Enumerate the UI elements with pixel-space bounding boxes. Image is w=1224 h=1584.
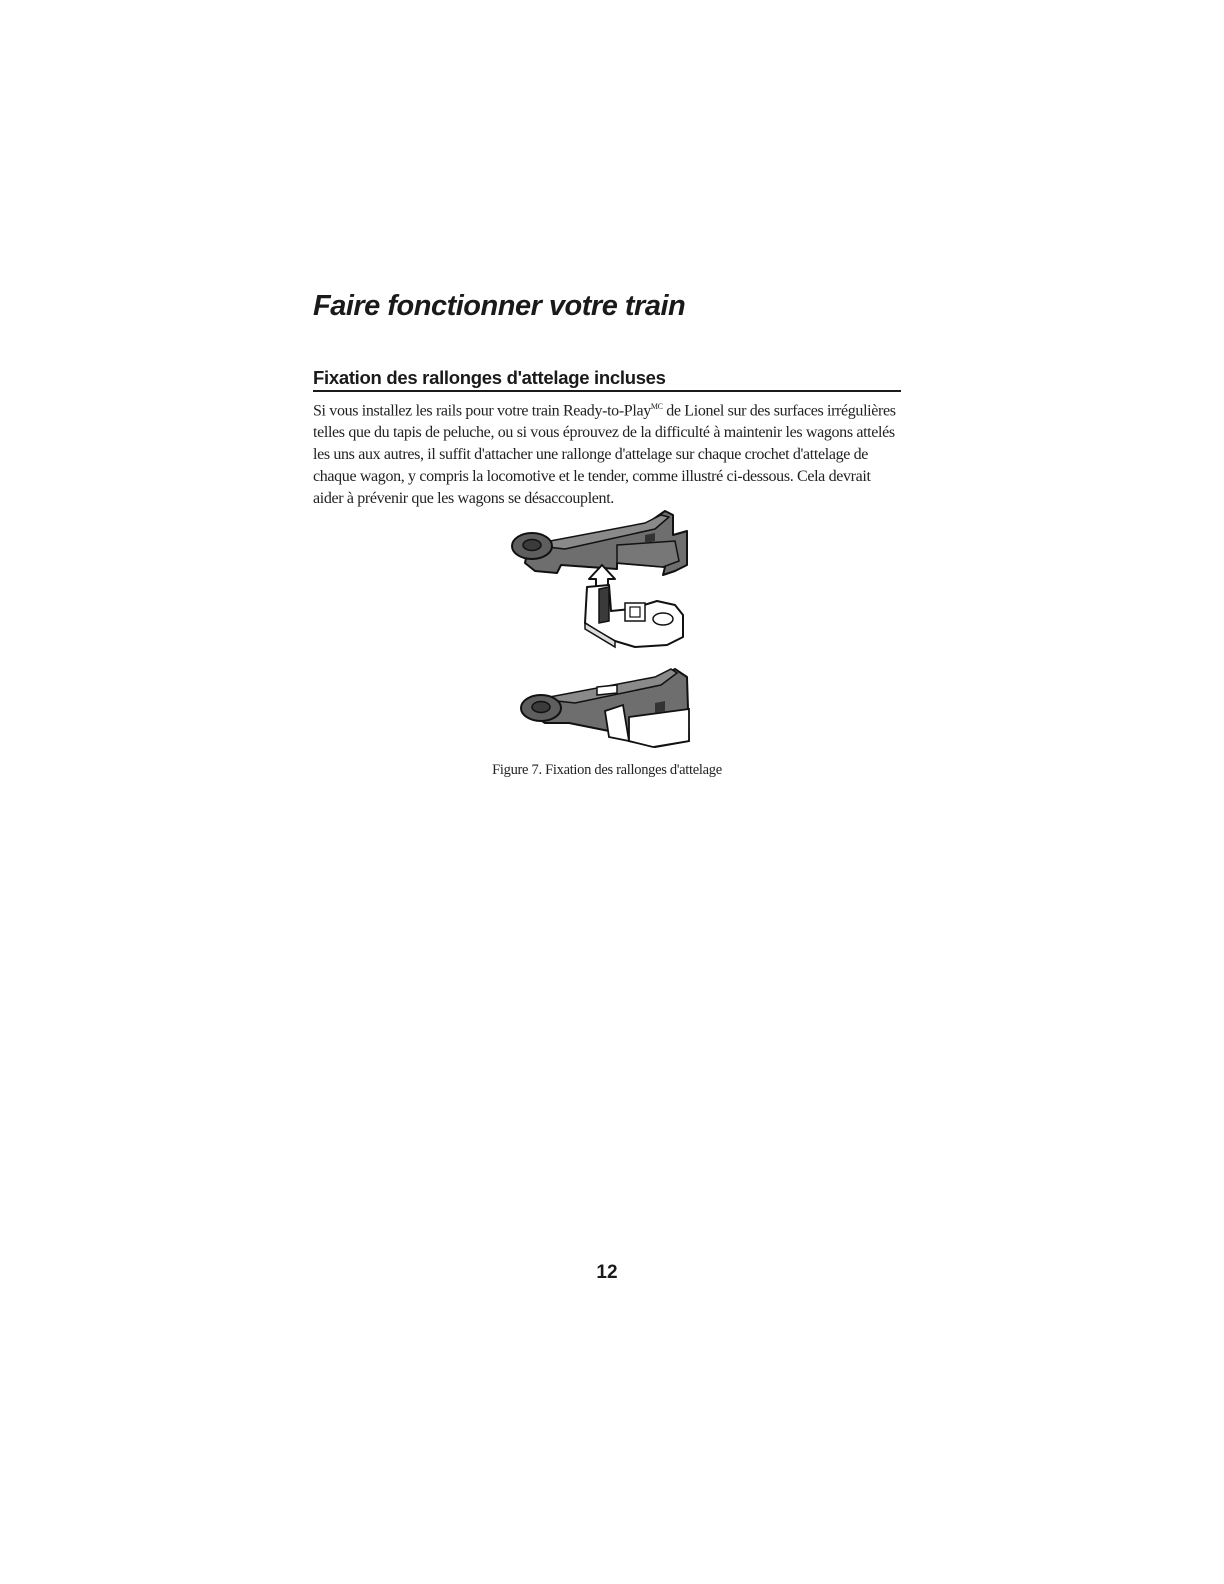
section-heading: Fixation des rallonges d'attelage incluses (313, 367, 901, 392)
body-paragraph (313, 396, 903, 510)
coupler-extension-piece (585, 585, 683, 647)
coupler-assembled (521, 669, 689, 747)
body-text-part2: de Lionel sur des surfaces irrégulières telles que du tapis de peluche, ou si vous éprouvez de la difficulté à maintenir les wagons attelés les uns aux autres, il suffit d'attacher une rallonge d'attelage sur chaque crochet d'attelage de chaque wagon, y compris la locomotive et le tender, comme illustré ci-dessous. Cela devrait aider à prévenir que les wagons se désaccouplent. (313, 402, 896, 508)
body-text-part1: Si vous installez les rails pour votre train Ready-to-Play (313, 402, 651, 420)
trademark-superscript: MC (650, 402, 663, 411)
page-title: Faire fonctionner votre train (313, 290, 686, 322)
figure-caption: Figure 7. Fixation des rallonges d'attelage (492, 762, 722, 778)
coupler-arm-top (512, 511, 687, 575)
page-number: 12 (596, 1262, 618, 1283)
coupler-extension-illustration (505, 505, 705, 755)
